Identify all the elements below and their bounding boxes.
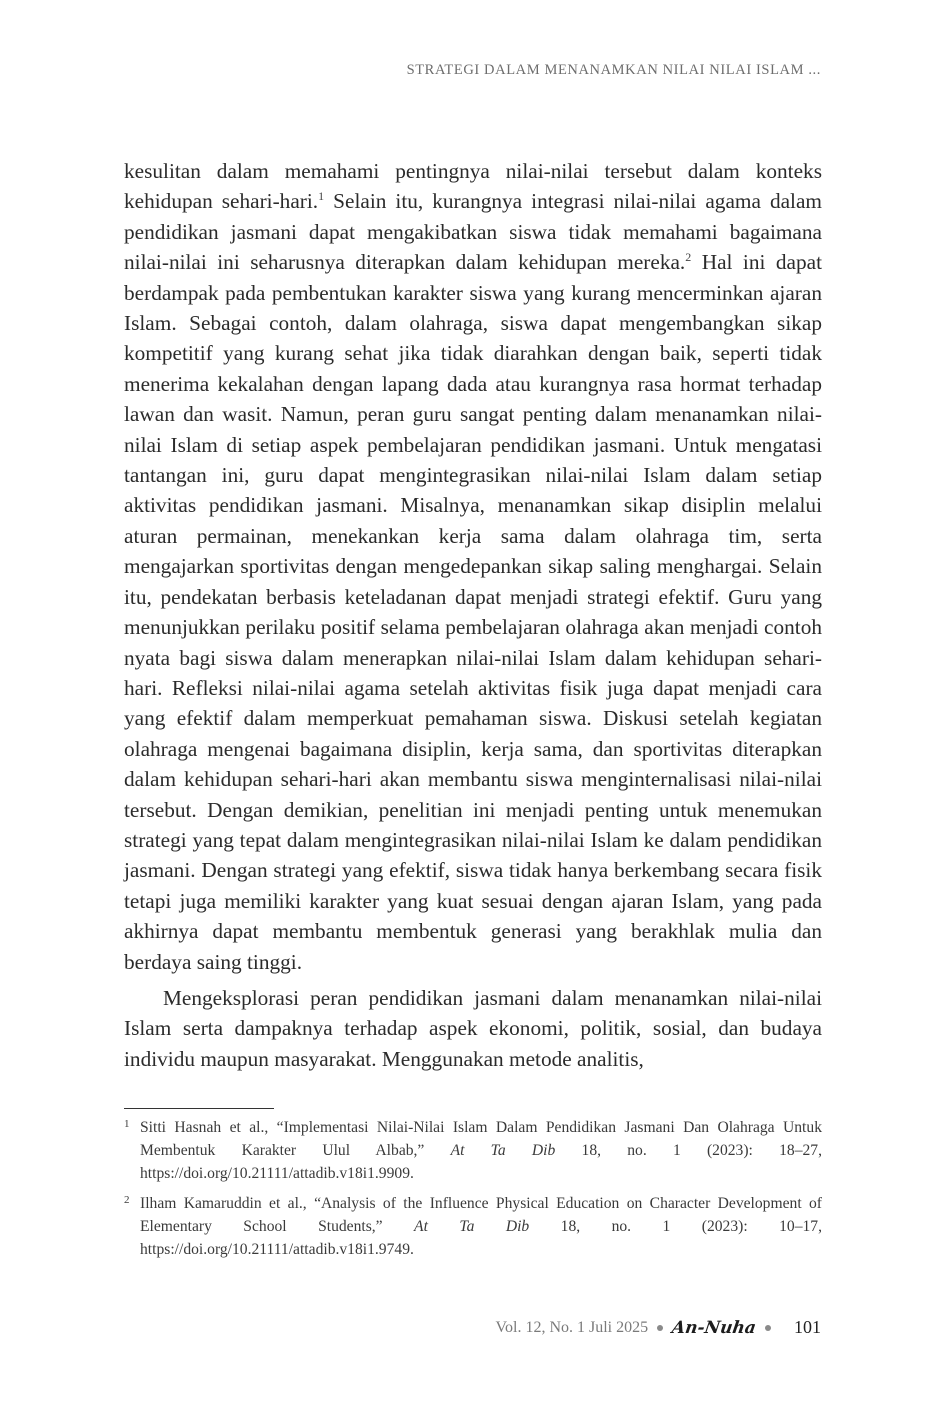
bullet-dot-icon xyxy=(657,1325,663,1331)
bullet-dot-icon xyxy=(765,1325,771,1331)
paragraph-1-text-b: Selain itu, kurangnya integrasi nilai-nilai agama dalam pendidikan jasmani dapat mengakibatkan siswa tidak memahami bagaimana nilai-nilai ini seharusnya diterapkan dalam kehidupan mereka. xyxy=(124,189,822,275)
body-text xyxy=(124,156,822,1074)
journal-logo: An-Nuha xyxy=(670,1317,758,1338)
page-number: 101 xyxy=(794,1317,821,1337)
footnote-number: 1 xyxy=(124,1118,130,1130)
footnotes xyxy=(124,1116,822,1267)
footnote-number: 2 xyxy=(124,1193,130,1206)
footnote-journal-title: At Ta Dib xyxy=(414,1217,530,1235)
footnote-ref-2[interactable]: 2 xyxy=(685,250,692,265)
footnote-citation-rest[interactable]: 18, no. 1 (2023): 18–27, https://doi.org/10.21111/attadib.v18i1.9909. xyxy=(140,1142,822,1183)
paragraph-1-text-a: kesulitan dalam memahami pentingnya nilai-nilai tersebut dalam konteks kehidupan sehari-hari. xyxy=(124,159,822,214)
footnote-citation: Sitti Hasnah et al., “Implementasi Nilai-Nilai Islam Dalam Pendidikan Jasmani Dan Olahraga Untuk Membentuk Karakter Ulul Albab,” xyxy=(140,1119,822,1160)
footnote-citation: Ilham Kamaruddin et al., “Analysis of the Influence Physical Education on Character Development of Elementary School Students,” xyxy=(140,1194,822,1235)
footnote-citation-rest[interactable]: 18, no. 1 (2023): 10–17, https://doi.org/10.21111/attadib.v18i1.9749. xyxy=(140,1217,822,1259)
paragraph-1-text-c: Hal ini dapat berdampak pada pembentukan karakter siswa yang kurang mencerminkan ajaran Islam. Sebagai contoh, dalam olahraga, siswa dapat mengembangkan sikap kompetitif yang kurang sehat jika tidak diarahkan dengan baik, seperti tidak menerima kekalahan dengan lapang dada atau kurangnya rasa hormat terhadap lawan dan wasit. Namun, peran guru sangat penting dalam menanamkan nilai-nilai Islam di setiap aspek pembelajaran pendidikan jasmani. Untuk mengatasi tantangan ini, guru dapat mengintegrasikan nilai-nilai Islam dalam setiap aktivitas pendidikan jasmani. Misalnya, menanamkan sikap disiplin melalui aturan permainan, menekankan kerja sama dalam olahraga tim, serta mengajarkan sportivitas dengan mengedepankan sikap saling menghargai. Selain itu, pendekatan berbasis keteladanan dapat menjadi strategi efektif. Guru yang menunjukkan perilaku positif selama pembelajaran olahraga akan menjadi contoh nyata bagi siswa dalam menerapkan nilai-nilai Islam dalam kehidupan sehari-hari. Refleksi nilai-nilai agama setelah aktivitas fisik juga dapat menjadi cara yang efektif dalam memperkuat pemahaman siswa. Diskusi setelah kegiatan olahraga mengenai bagaimana disiplin, kerja sama, dan sportivitas diterapkan dalam kehidupan sehari-hari akan membantu siswa menginternalisasi nilai-nilai tersebut. Dengan demikian, penelitian ini menjadi penting untuk menemukan strategi yang tepat dalam mengintegrasikan nilai-nilai Islam ke dalam pendidikan jasmani. Dengan strategi yang efektif, siswa tidak hanya berkembang secara fisik tetapi juga memiliki karakter yang kuat sesuai dengan ajaran Islam, yang pada akhirnya dapat membantu membentuk generasi yang berakhlak mulia dan berdaya saing tinggi. xyxy=(124,250,822,974)
footnote-separator xyxy=(124,1108,274,1109)
volume-info: Vol. 12, No. 1 Juli 2025 xyxy=(495,1318,649,1336)
running-header: STRATEGI DALAM MENANAMKAN NILAI NILAI ISLAM ... xyxy=(406,62,821,78)
paragraph-2: Mengeksplorasi peran pendidikan jasmani dalam menanamkan nilai-nilai Islam serta dampaknya terhadap aspek ekonomi, politik, sosial, dan budaya individu maupun masyarakat. Menggunakan metode analitis, xyxy=(124,985,822,1071)
footnote-2 xyxy=(124,1192,822,1262)
paragraph-1 xyxy=(124,156,822,977)
page-footer xyxy=(496,1317,822,1338)
footnote-1 xyxy=(124,1116,822,1186)
footnote-journal-title: At Ta Dib xyxy=(450,1142,556,1160)
footnote-ref-1[interactable]: 1 xyxy=(318,189,325,204)
